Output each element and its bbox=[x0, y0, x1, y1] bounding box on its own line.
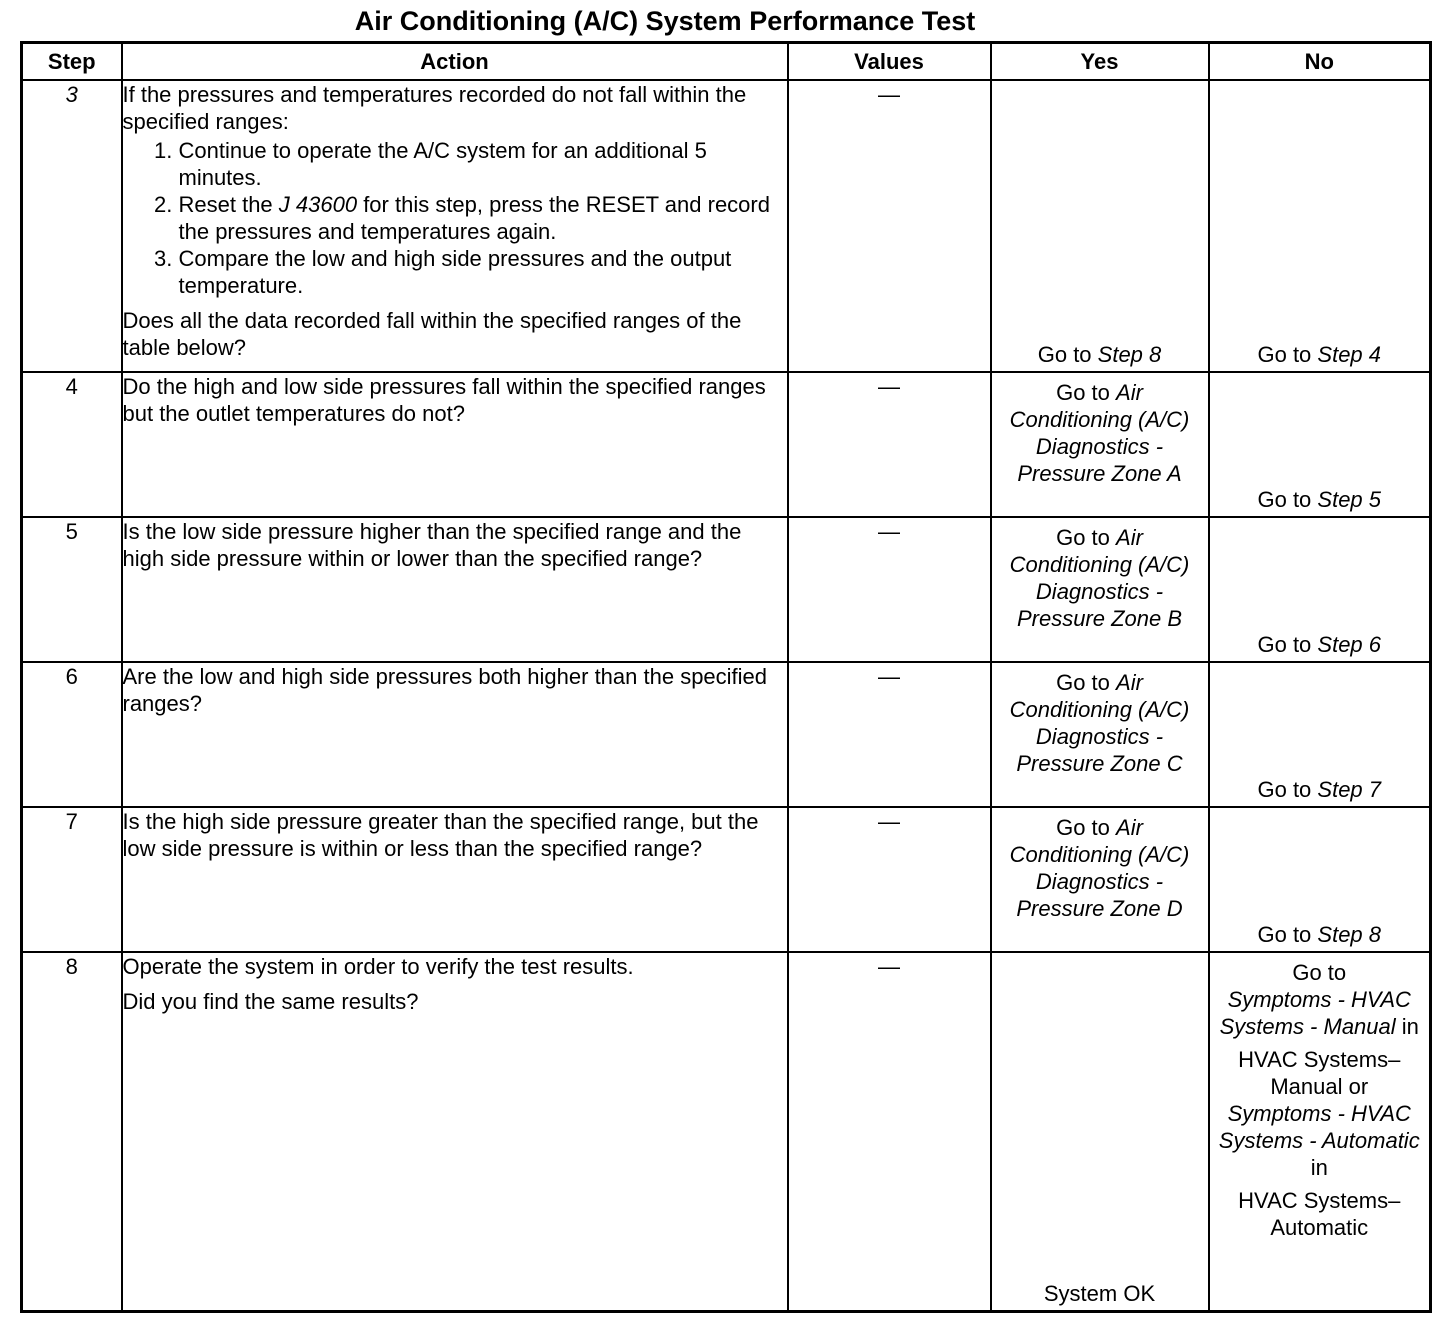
table-header-row bbox=[22, 43, 1431, 81]
tool-reference: J 43600 bbox=[278, 192, 358, 217]
no-link[interactable]: Step 7 bbox=[1317, 777, 1382, 802]
yes-cell bbox=[991, 952, 1209, 1311]
yes-cell bbox=[991, 807, 1209, 952]
values-cell bbox=[788, 807, 991, 952]
yes-goto[interactable]: Go to Air Conditioning (A/C) Diagnostics - Pressure Zone A bbox=[1009, 380, 1190, 486]
values-cell bbox=[788, 80, 991, 372]
values-cell bbox=[788, 952, 991, 1311]
action-question: Is the low side pressure higher than the specified range and the high side pressure within or lower than the specified range? bbox=[122, 519, 742, 571]
header-action: Action bbox=[122, 43, 788, 81]
header-yes: Yes bbox=[991, 43, 1209, 81]
header-no: No bbox=[1209, 43, 1431, 81]
action-cell bbox=[122, 952, 788, 1311]
yes-link[interactable]: Step 8 bbox=[1097, 342, 1162, 367]
no-goto-label: Go to bbox=[1292, 960, 1347, 985]
no-link[interactable]: Symptoms - HVAC Systems - Manual bbox=[1219, 987, 1411, 1039]
action-cell bbox=[122, 517, 788, 662]
no-goto[interactable]: Go to Step 5 bbox=[1257, 487, 1382, 512]
action-question: Did you find the same results? bbox=[122, 989, 419, 1014]
no-cell bbox=[1209, 952, 1431, 1311]
no-cell bbox=[1209, 80, 1431, 372]
yes-result: System OK bbox=[1043, 1280, 1156, 1306]
no-link[interactable]: Step 5 bbox=[1317, 487, 1382, 512]
no-link[interactable]: Symptoms - HVAC Systems - Automatic bbox=[1218, 1101, 1420, 1153]
action-question: Are the low and high side pressures both higher than the specified ranges? bbox=[122, 664, 768, 716]
action-question: Does all the data recorded fall within the specified ranges of the table below? bbox=[122, 308, 742, 360]
yes-goto[interactable]: Go to Step 8 bbox=[1037, 342, 1162, 367]
values-cell bbox=[788, 517, 991, 662]
values-cell bbox=[788, 662, 991, 807]
value-dash: — bbox=[878, 664, 900, 689]
yes-link[interactable]: Air Conditioning (A/C) Diagnostics - Pressure Zone B bbox=[1009, 525, 1190, 631]
no-link[interactable]: Step 6 bbox=[1317, 632, 1382, 657]
table-row bbox=[22, 372, 1431, 517]
value-dash: — bbox=[878, 954, 900, 979]
substep-item: 3. Compare the low and high side pressures and the output temperature. bbox=[179, 245, 787, 299]
action-intro: If the pressures and temperatures recorded do not fall within the specified ranges: bbox=[122, 82, 747, 134]
no-goto[interactable]: Go to Step 7 bbox=[1257, 777, 1382, 802]
no-cell bbox=[1209, 662, 1431, 807]
yes-link[interactable]: Air Conditioning (A/C) Diagnostics - Pressure Zone C bbox=[1009, 670, 1190, 776]
value-dash: — bbox=[878, 809, 900, 834]
action-question: Do the high and low side pressures fall within the specified ranges but the outlet temperatures do not? bbox=[122, 374, 766, 426]
no-cell bbox=[1209, 807, 1431, 952]
performance-test-table bbox=[20, 41, 1432, 1313]
table-row bbox=[22, 807, 1431, 952]
yes-cell bbox=[991, 372, 1209, 517]
action-question: Is the high side pressure greater than the specified range, but the low side pressure is within or less than the specified range? bbox=[122, 809, 759, 861]
manual-reference: HVAC Systems–Manual bbox=[1238, 1047, 1401, 1099]
yes-goto[interactable]: Go to Air Conditioning (A/C) Diagnostics - Pressure Zone B bbox=[1009, 525, 1190, 631]
yes-link[interactable]: Air Conditioning (A/C) Diagnostics - Pressure Zone A bbox=[1009, 380, 1190, 486]
action-cell bbox=[122, 662, 788, 807]
action-substeps bbox=[123, 137, 787, 299]
no-cell bbox=[1209, 517, 1431, 662]
header-step: Step bbox=[22, 43, 122, 81]
values-cell bbox=[788, 372, 991, 517]
yes-goto[interactable]: Go to Air Conditioning (A/C) Diagnostics - Pressure Zone D bbox=[1009, 815, 1190, 921]
action-cell bbox=[122, 807, 788, 952]
step-number: 6 bbox=[22, 662, 122, 807]
value-dash: — bbox=[878, 82, 900, 107]
step-number: 3 bbox=[22, 80, 122, 372]
action-cell bbox=[122, 372, 788, 517]
value-dash: — bbox=[878, 374, 900, 399]
action-instruction: Operate the system in order to verify the test results. bbox=[122, 954, 634, 979]
action-cell bbox=[122, 80, 788, 372]
yes-cell bbox=[991, 662, 1209, 807]
yes-cell bbox=[991, 517, 1209, 662]
no-link[interactable]: Step 8 bbox=[1317, 922, 1382, 947]
page-title: Air Conditioning (A/C) System Performance Test bbox=[354, 6, 976, 36]
no-goto[interactable]: Go to Step 8 bbox=[1257, 922, 1382, 947]
no-link[interactable]: Step 4 bbox=[1317, 342, 1382, 367]
yes-goto[interactable]: Go to Air Conditioning (A/C) Diagnostics - Pressure Zone C bbox=[1009, 670, 1190, 776]
value-dash: — bbox=[878, 519, 900, 544]
no-goto[interactable]: Go to Step 4 bbox=[1257, 342, 1382, 367]
step-number: 4 bbox=[22, 372, 122, 517]
no-cell bbox=[1209, 372, 1431, 517]
step-number: 7 bbox=[22, 807, 122, 952]
substep-item: 1. Continue to operate the A/C system for an additional 5 minutes. bbox=[179, 137, 787, 191]
header-values: Values bbox=[788, 43, 991, 81]
step-number: 8 bbox=[22, 952, 122, 1311]
yes-link[interactable]: Air Conditioning (A/C) Diagnostics - Pressure Zone D bbox=[1009, 815, 1190, 921]
no-goto[interactable]: Go to Symptoms - HVAC Systems - Manual in HVAC Systems–Manual or Symptoms - HVAC Systems - Automatic in HVAC Systems–Automatic bbox=[1210, 953, 1430, 1241]
no-goto[interactable]: Go to Step 6 bbox=[1257, 632, 1382, 657]
table-row bbox=[22, 952, 1431, 1311]
manual-reference: HVAC Systems–Automatic bbox=[1238, 1188, 1401, 1240]
table-row bbox=[22, 662, 1431, 807]
yes-cell bbox=[991, 80, 1209, 372]
table-row bbox=[22, 517, 1431, 662]
table-row bbox=[22, 80, 1431, 372]
step-number: 5 bbox=[22, 517, 122, 662]
substep-item: 2. Reset the J 43600 for this step, press the RESET and record the pressures and temperatures again. bbox=[179, 191, 787, 245]
